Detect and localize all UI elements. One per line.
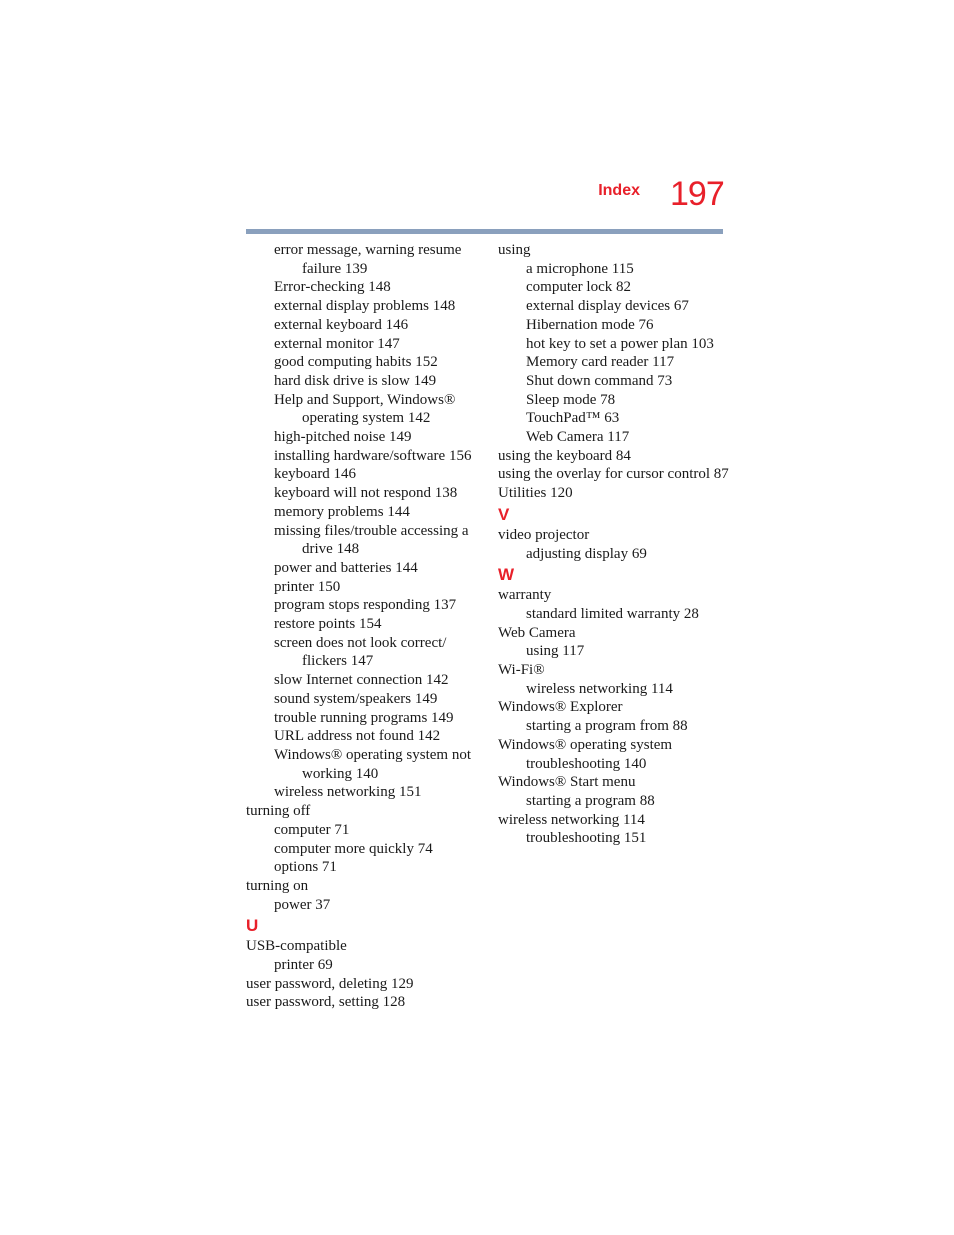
index-subentry: missing files/trouble accessing a <box>274 522 469 539</box>
index-subentry: Web Camera 117 <box>526 429 630 446</box>
index-subentry: computer 71 <box>274 821 350 838</box>
index-entry-continuation: drive 148 <box>302 541 360 558</box>
index-subentry: computer lock 82 <box>526 279 631 296</box>
index-subentry: slow Internet connection 142 <box>274 672 449 689</box>
index-subentry: memory problems 144 <box>274 503 410 520</box>
index-column-left <box>246 241 476 1012</box>
index-entry: turning on <box>246 877 309 894</box>
index-subentry: keyboard will not respond 138 <box>274 485 458 502</box>
index-entry: user password, deleting 129 <box>246 975 414 992</box>
index-subentry: installing hardware/software 156 <box>274 447 472 464</box>
index-subentry: TouchPad™ 63 <box>526 410 620 427</box>
index-subentry: power 37 <box>274 896 331 913</box>
index-subentry: trouble running programs 149 <box>274 709 454 726</box>
index-subentry: printer 150 <box>274 578 341 595</box>
index-entry: warranty <box>498 587 552 604</box>
index-subentry: sound system/speakers 149 <box>274 690 438 707</box>
page-number: 197 <box>670 175 724 213</box>
index-entry: Web Camera <box>498 624 576 641</box>
index-subentry: screen does not look correct/ <box>274 634 447 651</box>
index-entry-continuation: failure 139 <box>302 260 368 277</box>
index-subentry: starting a program 88 <box>526 792 655 809</box>
index-entry: Utilities 120 <box>498 485 573 502</box>
index-subentry: wireless networking 114 <box>526 680 673 697</box>
index-subentry: printer 69 <box>274 957 333 974</box>
index-entry: Windows® Start menu <box>498 774 636 791</box>
index-entry-continuation: working 140 <box>302 765 379 782</box>
index-subentry: program stops responding 137 <box>274 597 457 614</box>
index-entry: wireless networking 114 <box>498 811 645 828</box>
index-subentry: good computing habits 152 <box>274 354 438 371</box>
index-subentry: Help and Support, Windows® <box>274 391 456 408</box>
index-entry-continuation: flickers 147 <box>302 653 374 670</box>
index-subentry: high-pitched noise 149 <box>274 429 412 446</box>
index-subentry: Shut down command 73 <box>526 372 673 389</box>
index-subentry: external keyboard 146 <box>274 316 409 333</box>
header-divider <box>246 229 723 234</box>
index-entry: Windows® operating system <box>498 736 673 753</box>
index-entry: turning off <box>246 803 311 820</box>
index-entry: Windows® Explorer <box>498 699 623 716</box>
index-subentry: external display problems 148 <box>274 298 456 315</box>
index-entry: using <box>498 242 531 258</box>
index-subentry: standard limited warranty 28 <box>526 605 699 622</box>
index-subentry: Memory card reader 117 <box>526 354 675 371</box>
index-letter-heading: V <box>498 504 510 524</box>
index-subentry: power and batteries 144 <box>274 559 418 576</box>
index-letter-heading: W <box>498 565 515 585</box>
index-entry-continuation: operating system 142 <box>302 410 431 427</box>
index-subentry: external monitor 147 <box>274 335 400 352</box>
index-entry: USB-compatible <box>246 938 347 955</box>
index-subentry: a microphone 115 <box>526 260 634 277</box>
index-entry: using the overlay for cursor control 87 <box>498 466 729 483</box>
index-subentry: options 71 <box>274 859 337 876</box>
index-subentry: hot key to set a power plan 103 <box>526 335 714 352</box>
index-subentry: error message, warning resume <box>274 242 462 258</box>
index-subentry: Sleep mode 78 <box>526 391 616 408</box>
index-subentry: computer more quickly 74 <box>274 840 433 857</box>
index-column-right <box>498 241 728 848</box>
index-subentry: restore points 154 <box>274 616 382 633</box>
index-subentry: starting a program from 88 <box>526 718 688 735</box>
index-subentry: hard disk drive is slow 149 <box>274 372 437 389</box>
index-subentry: using 117 <box>526 643 585 660</box>
index-entry: using the keyboard 84 <box>498 447 631 464</box>
index-entry: video projector <box>498 526 590 543</box>
index-subentry: Windows® operating system not <box>274 746 472 763</box>
index-subentry: external display devices 67 <box>526 298 689 315</box>
index-subentry: wireless networking 151 <box>274 784 422 801</box>
index-entry: Wi-Fi® <box>498 662 545 679</box>
index-subentry: adjusting display 69 <box>526 545 647 562</box>
index-subentry: Hibernation mode 76 <box>526 316 654 333</box>
index-subentry: troubleshooting 140 <box>526 755 647 772</box>
index-letter-heading: U <box>246 916 259 936</box>
index-subentry: troubleshooting 151 <box>526 830 647 847</box>
index-subentry: Error-checking 148 <box>274 279 391 296</box>
index-subentry: keyboard 146 <box>274 466 357 483</box>
index-subentry: URL address not found 142 <box>274 728 441 745</box>
index-entry: user password, setting 128 <box>246 994 406 1011</box>
section-title: Index <box>598 182 640 199</box>
